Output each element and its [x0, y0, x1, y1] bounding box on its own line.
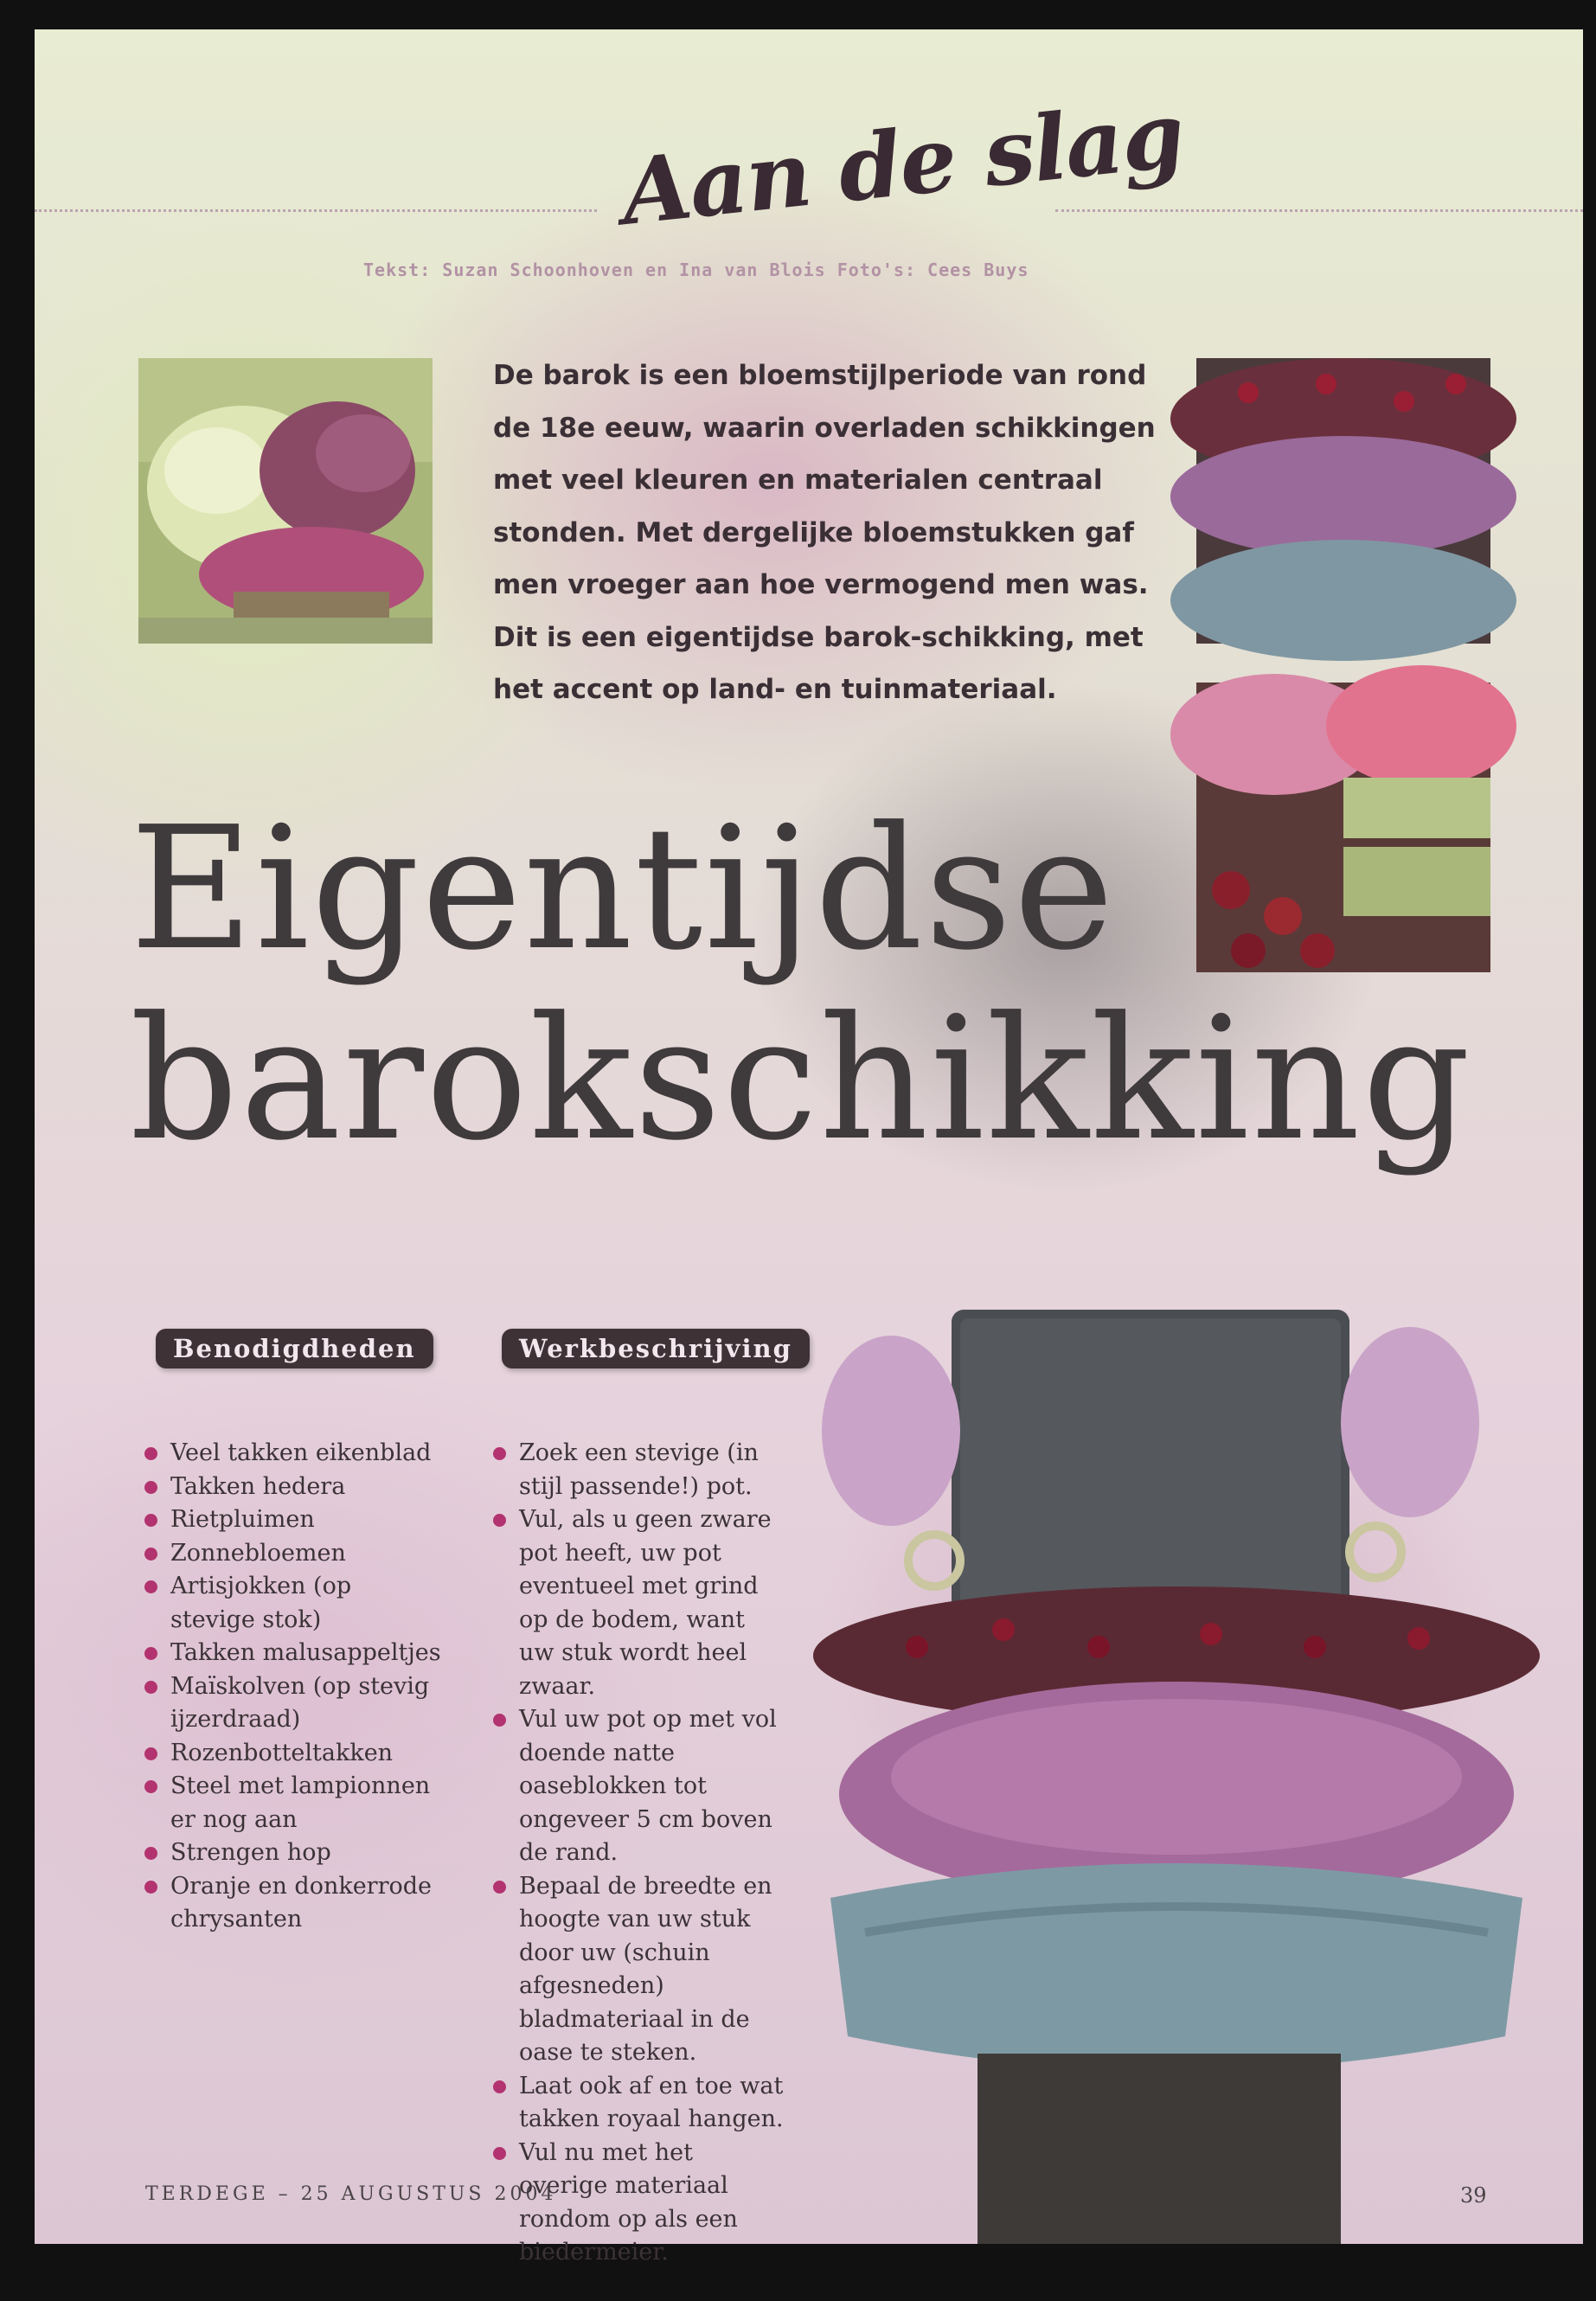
bullet-icon	[144, 1847, 157, 1860]
bullet-icon	[493, 2147, 506, 2160]
bullet-icon	[144, 1881, 157, 1894]
bullet-icon	[144, 1548, 157, 1561]
article-title-line-2: barokschikking	[130, 981, 1472, 1178]
photo-berries	[1196, 358, 1490, 644]
list-item: Strengen hop	[143, 1836, 489, 1870]
bullet-icon	[144, 1447, 157, 1460]
benodigdheden-heading: Benodigdheden	[156, 1329, 433, 1368]
bullet-icon	[144, 1481, 157, 1494]
bullet-icon	[493, 1447, 506, 1460]
bullet-icon	[144, 1747, 157, 1760]
bullet-icon	[493, 1514, 506, 1527]
list-item: Vul nu met het overige materiaal rondom op als een biedermeier.	[491, 2137, 785, 2270]
photo-sedum-bamboo	[1196, 683, 1490, 972]
footer-publication: TERDEGE – 25 AUGUSTUS 2004	[145, 2183, 557, 2205]
list-item: Takken malusappeltjes	[143, 1637, 489, 1670]
photo-arrangement	[813, 1275, 1583, 2244]
list-item: Takken hedera	[143, 1471, 489, 1504]
article-title-line-1: Eigentijdse	[130, 791, 1116, 988]
list-item: Artisjokken (op stevige stok)	[143, 1570, 378, 1637]
list-item: Zoek een stevige (in stijl passende!) pot.	[491, 1437, 785, 1503]
werkbeschrijving-list	[491, 1437, 785, 2270]
bullet-icon	[144, 1514, 157, 1527]
bullet-icon	[144, 1580, 157, 1593]
intro-text: De barok is een bloemstijlperiode van rond de 18e eeuw, waarin overladen schikkingen met veel kleuren en materialen centraal stonden. Met dergelijke bloemstukken gaf men vroeger aan hoe vermogend men was. Dit is een eigentijdse barok-schikking, met het accent op land- en tuinmateriaal.	[493, 360, 1156, 705]
list-item: Oranje en donkerrode chrysanten	[143, 1870, 465, 1937]
list-item: Veel takken eikenblad	[143, 1437, 489, 1471]
list-item: Laat ook af en toe wat takken royaal hangen.	[491, 2070, 785, 2137]
bullet-icon	[144, 1647, 157, 1660]
bullet-icon	[144, 1780, 157, 1793]
benodigdheden-list	[143, 1437, 489, 1937]
list-item: Steel met lampionnen er nog aan	[143, 1770, 447, 1836]
credits: Tekst: Suzan Schoonhoven en Ina van Blois Foto's: Cees Buys	[363, 260, 1029, 280]
photo-hydrangea	[138, 358, 433, 644]
magazine-page	[35, 29, 1583, 2266]
bullet-icon	[493, 1714, 506, 1727]
list-item: Vul uw pot op met vol doende natte oaseblokken tot ongeveer 5 cm boven de rand.	[491, 1703, 785, 1870]
header-rule-left	[35, 209, 597, 212]
list-item: Rietpluimen	[143, 1503, 489, 1537]
list-item: Vul, als u geen zware pot heeft, uw pot eventueel met grind op de bodem, want uw stuk wordt heel zwaar.	[491, 1503, 785, 1703]
werkbeschrijving-heading: Werkbeschrijving	[502, 1329, 810, 1368]
list-item: Bepaal de breedte en hoogte van uw stuk door uw (schuin afgesneden) bladmateriaal in de oase te steken.	[491, 1870, 785, 2070]
bullet-icon	[493, 1881, 506, 1894]
page-number: 39	[1460, 2183, 1487, 2208]
list-item: Rozenbotteltakken	[143, 1737, 489, 1771]
section-title: Aan de slag	[616, 80, 1188, 246]
bullet-icon	[493, 2080, 506, 2093]
list-item: Maïskolven (op stevig ijzerdraad)	[143, 1670, 456, 1737]
list-item: Zonnebloemen	[143, 1537, 489, 1571]
bullet-icon	[144, 1681, 157, 1694]
header-rule-right	[1055, 209, 1583, 212]
